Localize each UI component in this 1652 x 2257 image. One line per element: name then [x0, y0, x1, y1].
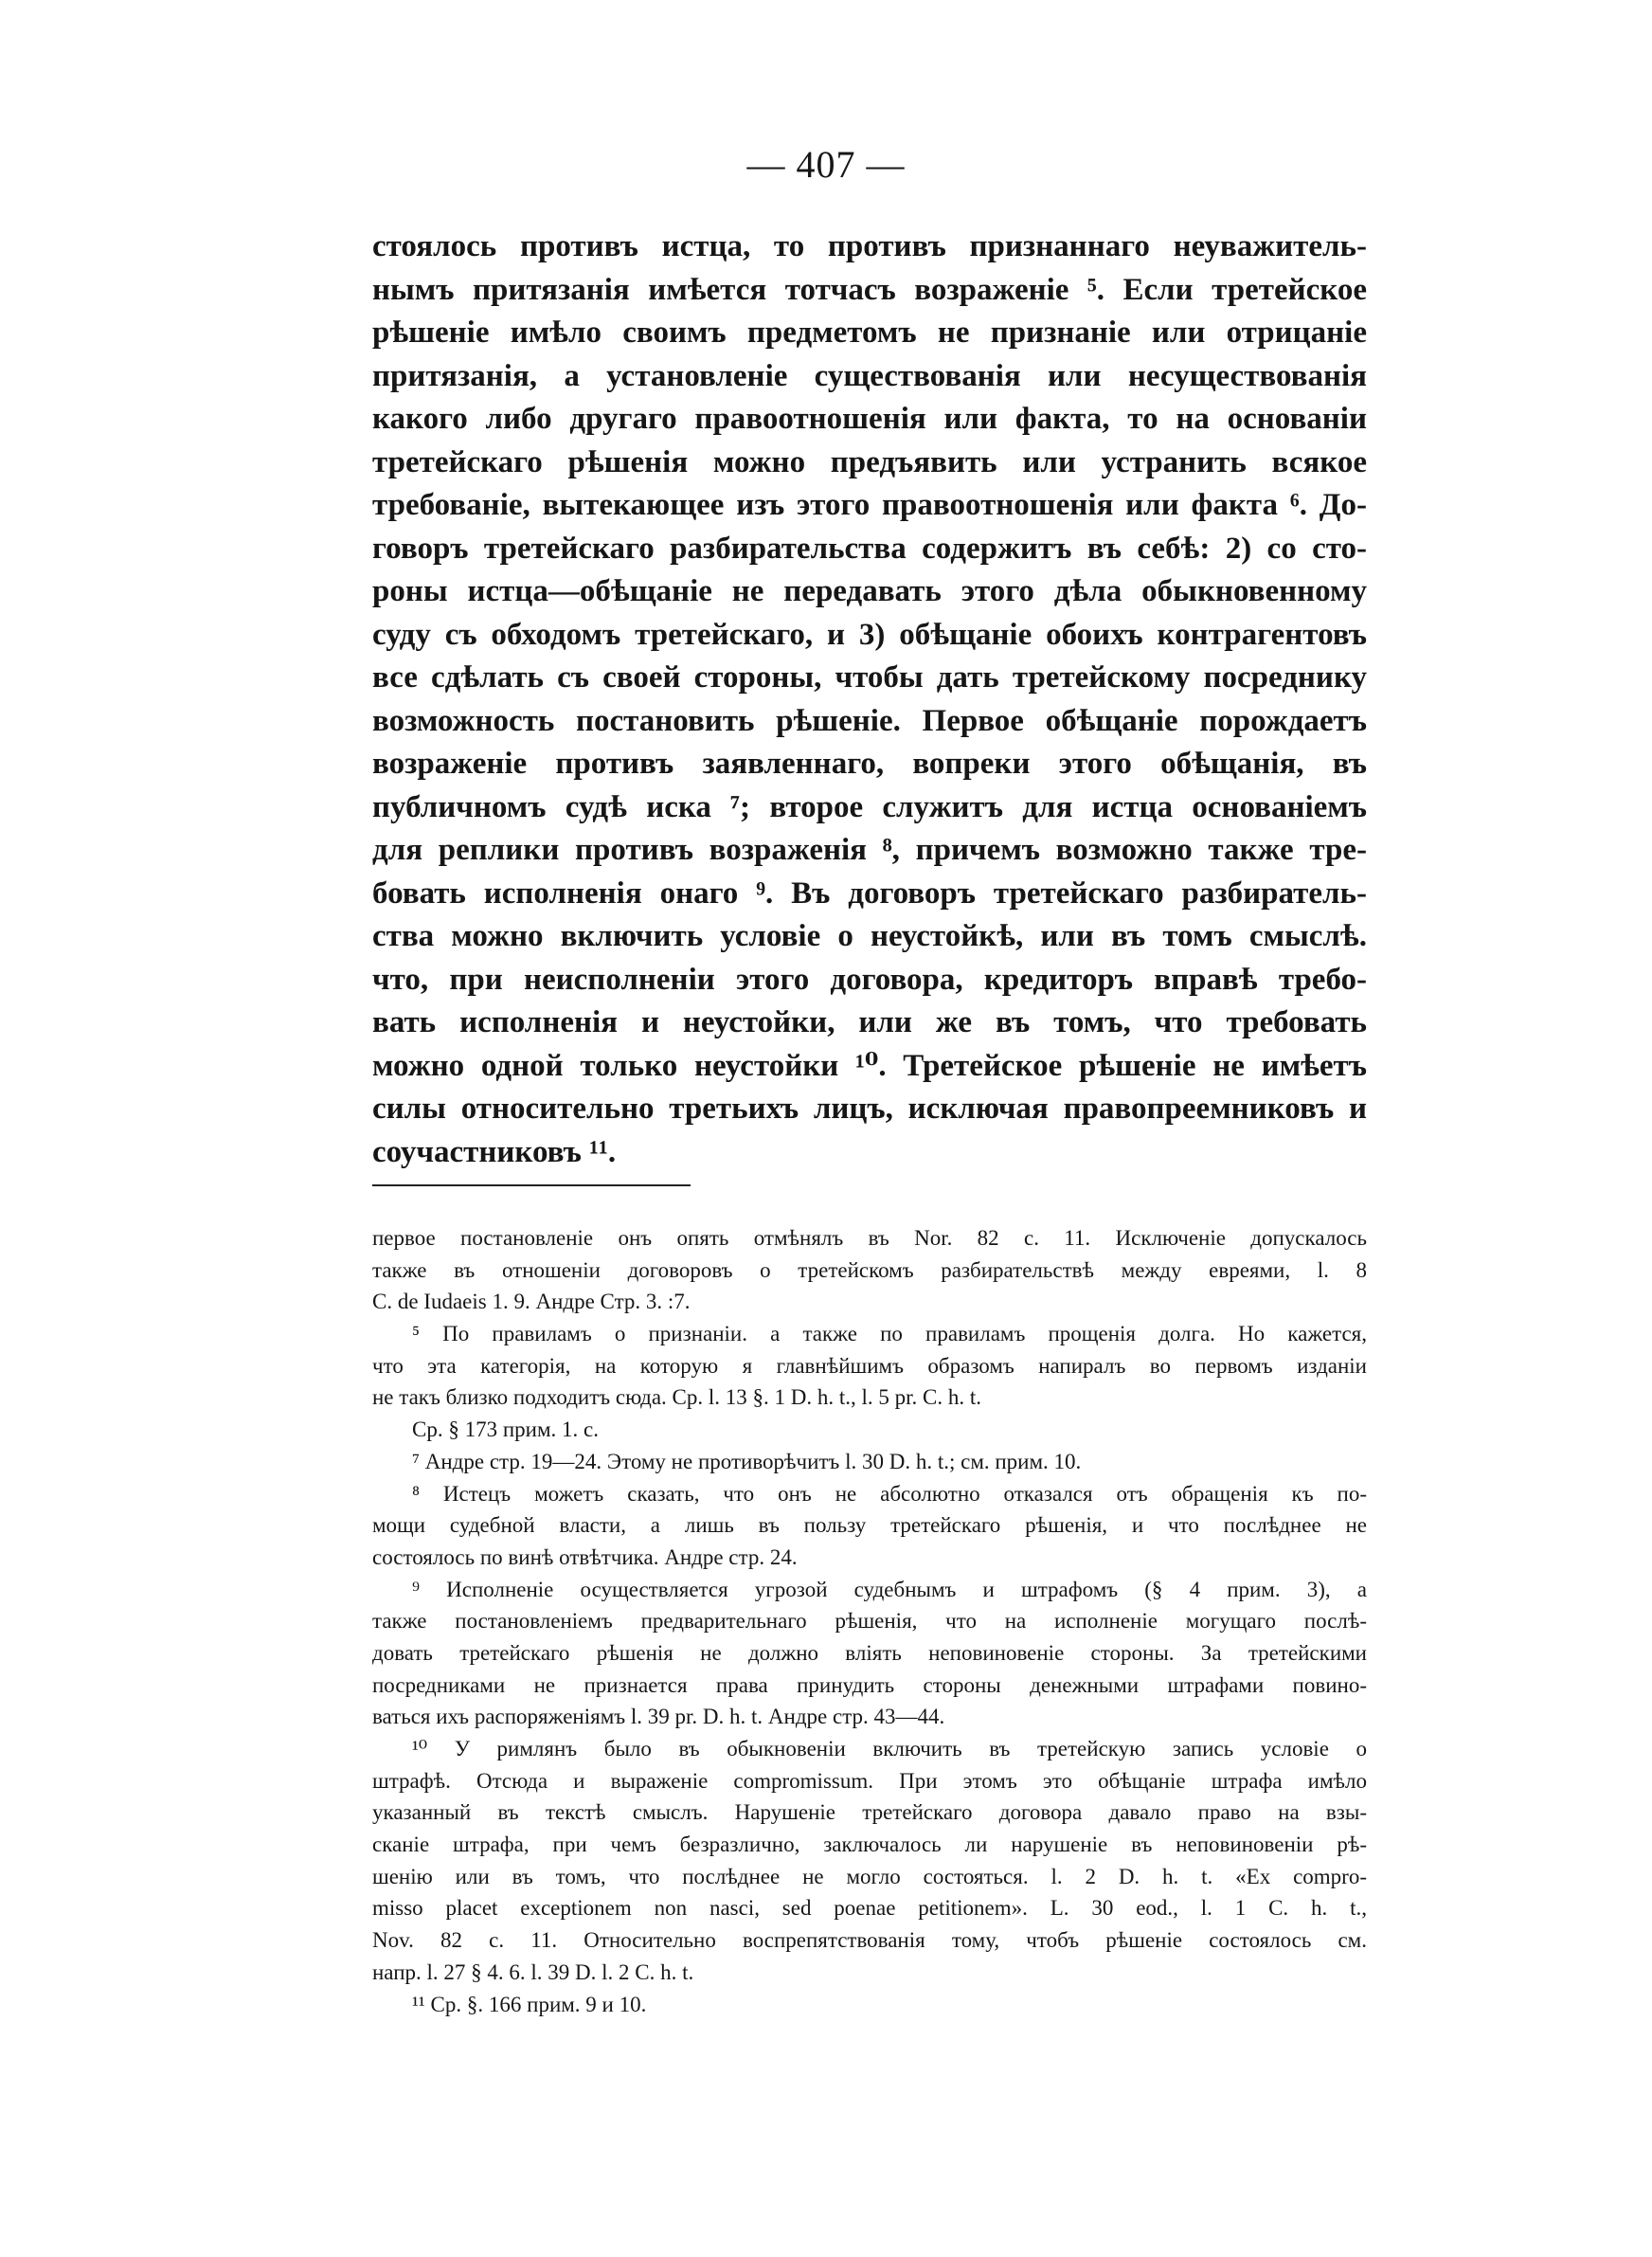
text-line: требованіе, вытекающее изъ этого правоотношенія или факта ⁶. До- [372, 488, 1367, 522]
text-line: третейскаго рѣшенія можно предъявить или устранить всякое [372, 444, 1367, 479]
footnote-line: ваться ихъ распоряженіямъ l. 39 pr. D. h. t. Андре стр. 43—44. [372, 1705, 945, 1729]
footnote-line: Ср. § 173 прим. 1. с. [412, 1417, 599, 1442]
footnote-line: не такъ близко подходитъ сюда. Ср. l. 13 §. 1 D. h. t., l. 5 pr. C. h. t. [372, 1385, 982, 1410]
text-line: нымъ притязанія имѣется тотчасъ возраженіе ⁵. Если третейское [372, 272, 1367, 307]
text-line: все сдѣлать съ своей стороны, чтобы дать третейскому посреднику [372, 660, 1367, 695]
footnote-line: штрафѣ. Отсюда и выраженіе compromissum. При этомъ это обѣщаніе штрафа имѣло [372, 1768, 1367, 1793]
footnote-line: ⁸ Истецъ можетъ сказать, что онъ не абсолютно отказался отъ обращенія къ по- [412, 1481, 1367, 1506]
footnote-line: первое постановленіе онъ опять отмѣнялъ въ Nor. 82 с. 11. Исключеніе допускалось [372, 1226, 1367, 1250]
footnote-line: сканіе штрафа, при чемъ безразлично, заключалось ли нарушеніе въ неповиновеніи рѣ- [372, 1833, 1367, 1857]
footnote-line: также постановленіемъ предварительнаго рѣшенія, что на исполненіе могущаго послѣ- [372, 1609, 1367, 1634]
text-line: бовать исполненія онаго ⁹. Въ договоръ третейскаго разбиратель- [372, 876, 1367, 911]
text-line: соучастниковъ ¹¹. [372, 1134, 617, 1169]
footnote-line: посредниками не признается права принудить стороны денежными штрафами повино- [372, 1672, 1367, 1697]
text-line: вать исполненія и неустойки, или же въ томъ, что требовать [372, 1005, 1367, 1039]
footnotes [372, 1222, 1367, 2020]
page-number: — 407 — [746, 143, 906, 186]
footnote-line: шенію или въ томъ, что послѣднее не могло состояться. l. 2 D. h. t. «Ex compro- [372, 1864, 1367, 1888]
footnote-line: мощи судебной власти, а лишь въ пользу третейскаго рѣшенія, и что послѣднее не [372, 1513, 1367, 1538]
text-line: для реплики противъ возраженія ⁸, причемъ возможно также тре- [372, 833, 1367, 867]
footnote-line: также въ отношеніи договоровъ о третейскомъ разбирательствѣ между евреями, l. 8 [372, 1257, 1367, 1282]
footnote-line: указанный въ текстѣ смыслъ. Нарушеніе третейскаго договора давало право на взы- [372, 1800, 1367, 1825]
footnote-line: Nov. 82 c. 11. Относительно воспрепятствованія тому, чтобъ рѣшеніе состоялось см. [372, 1928, 1367, 1953]
footnote-line: ⁹ Исполненіе осуществляется угрозой судебнымъ и штрафомъ (§ 4 прим. 3), а [412, 1577, 1367, 1601]
footnote-line: ⁵ По правиламъ о признаніи. а также по правиламъ прощенія долга. Но кажется, [412, 1322, 1367, 1346]
footnote-line: ¹⁰ У римлянъ было въ обыкновеніи включить въ третейскую запись условіе о [412, 1737, 1367, 1760]
text-line: роны истца—обѣщаніе не передавать этого дѣла обыкновенному [372, 574, 1367, 608]
footnote-line: состоялось по винѣ отвѣтчика. Андре стр. 24. [372, 1544, 798, 1569]
footnote-line: довать третейскаго рѣшенія не должно вліять неповиновеніе стороны. За третейскими [372, 1640, 1367, 1665]
text-line: говоръ третейскаго разбирательства содержитъ въ себѣ: 2) со сто- [372, 531, 1367, 566]
footnote-line: misso placet exceptionem non nasci, sed poenae petitionem». L. 30 eod., l. 1 C. h. t., [372, 1896, 1367, 1921]
text-line: рѣшеніе имѣло своимъ предметомъ не признаніе или отрицаніе [372, 316, 1367, 350]
text-line: стоялось противъ истца, то противъ признаннаго неуважитель- [372, 229, 1367, 263]
footnote-line: ¹¹ Ср. §. 166 прим. 9 и 10. [412, 1992, 647, 2016]
main-text [372, 226, 1367, 1174]
footnote-line: напр. l. 27 § 4. 6. l. 39 D. l. 2 C. h. t. [372, 1959, 694, 1984]
text-line: силы относительно третьихъ лицъ, исключая правопреемниковъ и [372, 1092, 1367, 1126]
text-line: ства можно включить условіе о неустойкѣ, или въ томъ смыслѣ. [372, 919, 1367, 953]
footnote-line: C. de Iudaeis 1. 9. Андре Стр. 3. :7. [372, 1290, 691, 1314]
footnote-separator [372, 1184, 691, 1186]
text-line: что, при неисполненіи этого договора, кредиторъ вправѣ требо- [372, 962, 1367, 997]
text-line: публичномъ судѣ иска ⁷; второе служитъ для истца основаніемъ [372, 789, 1367, 824]
text-line: возможность постановить рѣшеніе. Первое обѣщаніе порождаетъ [372, 703, 1367, 738]
text-line: притязанія, а установленіе существованія или несуществованія [372, 358, 1367, 393]
text-line: можно одной только неустойки ¹⁰. Третейское рѣшеніе не имѣетъ [372, 1048, 1367, 1083]
text-line: какого либо другаго правоотношенія или факта, то на основаніи [372, 402, 1367, 436]
footnote-line: ⁷ Андре стр. 19—24. Этому не противорѣчитъ l. 30 D. h. t.; см. прим. 10. [412, 1449, 1082, 1473]
footnote-line: что эта категорія, на которую я главнѣйшимъ образомъ напиралъ во первомъ изданіи [372, 1353, 1367, 1378]
text-line: возраженіе противъ заявленнаго, вопреки этого обѣщанія, въ [372, 747, 1367, 781]
text-line: суду съ обходомъ третейскаго, и 3) обѣщаніе обоихъ контрагентовъ [372, 617, 1367, 652]
